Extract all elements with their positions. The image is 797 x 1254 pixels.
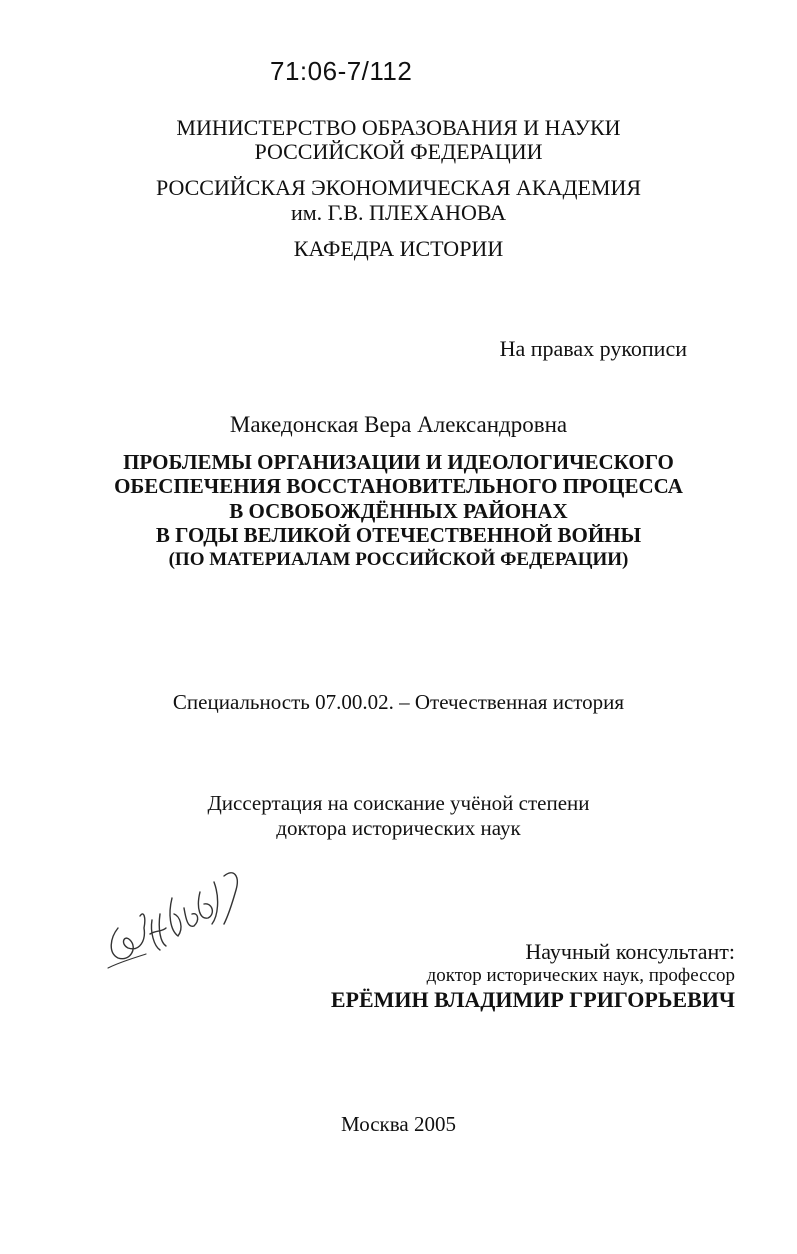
degree-line-1: Диссертация на соискание учёной степени xyxy=(207,791,590,815)
title-line: В ОСВОБОЖДЁННЫХ РАЙОНАХ xyxy=(229,499,568,523)
title-line: В ГОДЫ ВЕЛИКОЙ ОТЕЧЕСТВЕННОЙ ВОЙНЫ xyxy=(155,523,642,547)
consultant-name: ЕРЁМИН ВЛАДИМИР ГРИГОРЬЕВИЧ xyxy=(330,987,735,1012)
title-line: (ПО МАТЕРИАЛАМ РОССИЙСКОЙ ФЕДЕРАЦИИ) xyxy=(168,549,629,570)
call-number: 71:06-7/112 xyxy=(270,56,413,86)
academy-line-2: им. Г.В. ПЛЕХАНОВА xyxy=(290,200,507,225)
handwritten-signature xyxy=(100,858,260,978)
signature xyxy=(100,858,260,978)
department: КАФЕДРА ИСТОРИИ xyxy=(293,236,504,261)
manuscript-note: На правах рукописи xyxy=(499,336,687,361)
ministry-line-2: РОССИЙСКОЙ ФЕДЕРАЦИИ xyxy=(254,139,543,164)
title-line: ПРОБЛЕМЫ ОРГАНИЗАЦИИ И ИДЕОЛОГИЧЕСКОГО xyxy=(123,450,674,474)
ministry-line-1: МИНИСТЕРСТВО ОБРАЗОВАНИЯ И НАУКИ xyxy=(176,115,621,140)
degree-line-2: доктора исторических наук xyxy=(276,816,521,840)
author-name: Македонская Вера Александровна xyxy=(229,412,568,437)
city-year: Москва 2005 xyxy=(341,1112,456,1136)
consultant-label: Научный консультант: xyxy=(525,939,735,964)
academy-line-1: РОССИЙСКАЯ ЭКОНОМИЧЕСКАЯ АКАДЕМИЯ xyxy=(155,175,642,200)
specialty: Специальность 07.00.02. – Отечественная история xyxy=(172,690,625,714)
title-line: ОБЕСПЕЧЕНИЯ ВОССТАНОВИТЕЛЬНОГО ПРОЦЕССА xyxy=(114,474,683,498)
consultant-title: доктор исторических наук, профессор xyxy=(426,965,735,986)
